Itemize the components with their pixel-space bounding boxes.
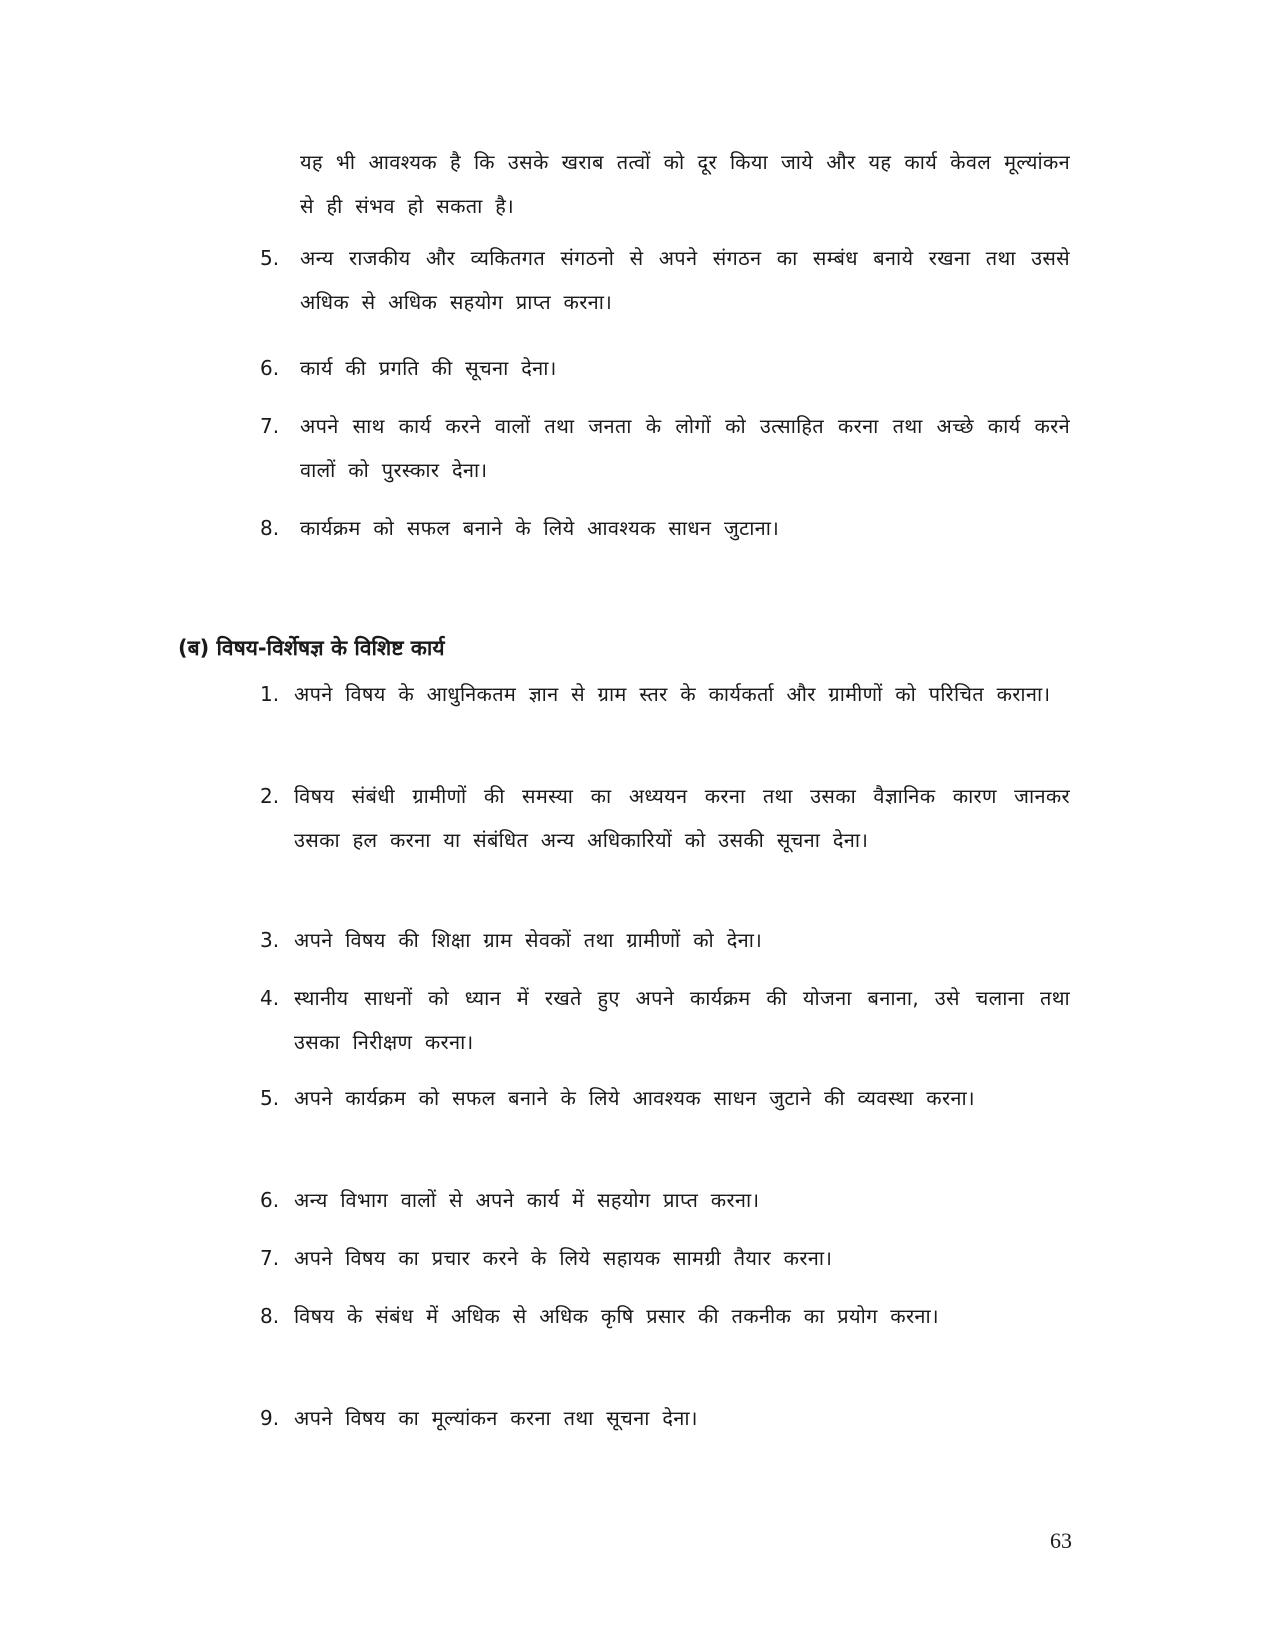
list-item: [260, 236, 1070, 324]
item-text: कार्य की प्रगति की सूचना देना।: [300, 356, 557, 380]
item-number: 8.: [260, 1304, 280, 1328]
list-item: [260, 1236, 1070, 1280]
item-number: 5.: [260, 246, 280, 270]
list-item: [260, 774, 1070, 906]
item-text: अपने विषय की शिक्षा ग्राम सेवकों तथा ग्रामीणों को देना।: [294, 928, 763, 952]
list-item: [260, 672, 1070, 760]
item-number: 9.: [260, 1406, 280, 1430]
list-item: [260, 918, 1070, 962]
list-item: [260, 1294, 1070, 1382]
item-text: विषय संबंधी ग्रामीणों की समस्या का अध्ययन करना तथा उसका वैज्ञानिक कारण जानकर उसका हल करना या संबंधित अन्य अधिकारियों को उसकी सूचना देना।: [294, 784, 1070, 852]
item-text: कार्यक्रम को सफल बनाने के लिये आवश्यक साधन जुटाना।: [300, 516, 780, 540]
item-text: स्थानीय साधनों को ध्यान में रखते हुए अपने कार्यक्रम की योजना बनाना, उसे चलाना तथा उसका निरीक्षण करना।: [294, 986, 1070, 1054]
item-text: अन्य विभाग वालों से अपने कार्य में सहयोग प्राप्त करना।: [294, 1188, 760, 1212]
section-heading: (ब) विषय-विर्शेषज्ञ के विशिष्ट कार्य: [178, 636, 445, 660]
item-number: 6.: [260, 356, 280, 380]
item-number: 1.: [260, 682, 280, 706]
list-item: [260, 404, 1070, 492]
item-number: 6.: [260, 1188, 280, 1212]
list-item: [260, 1396, 1070, 1440]
list-item: [260, 976, 1070, 1064]
item-text: अपने विषय के आधुनिकतम ज्ञान से ग्राम स्तर के कार्यकर्ता और ग्रामीणों को परिचित कराना।: [294, 682, 1051, 706]
item-number: 2.: [260, 784, 280, 808]
item-text: अपने विषय का मूल्यांकन करना तथा सूचना देना।: [294, 1406, 698, 1430]
list-item: [260, 346, 1070, 390]
page-number: 63: [1050, 1528, 1072, 1553]
item-number: 4.: [260, 986, 280, 1010]
item-text: अन्य राजकीय और व्यकितगत संगठनो से अपने संगठन का सम्बंध बनाये रखना तथा उससे अधिक से अधिक सहयोग प्राप्त करना।: [300, 246, 1070, 314]
item-text: अपने विषय का प्रचार करने के लिये सहायक सामग्री तैयार करना।: [294, 1246, 833, 1270]
item-text: विषय के संबंध में अधिक से अधिक कृषि प्रसार की तकनीक का प्रयोग करना।: [294, 1304, 939, 1328]
item-text: अपने साथ कार्य करने वालों तथा जनता के लोगों को उत्साहित करना तथा अच्छे कार्य करने वालों को पुरस्कार देना।: [300, 414, 1070, 482]
list-item: [260, 1076, 1070, 1164]
item-number: 7.: [260, 414, 280, 438]
list-item: [260, 1178, 1070, 1222]
item-number: 3.: [260, 928, 280, 952]
list-item: [260, 506, 1070, 550]
item-number: 8.: [260, 516, 280, 540]
item-number: 7.: [260, 1246, 280, 1270]
item-number: 5.: [260, 1086, 280, 1110]
item-text: अपने कार्यक्रम को सफल बनाने के लिये आवश्यक साधन जुटाने की व्यवस्था करना।: [294, 1086, 975, 1110]
continuation-paragraph: यह भी आवश्यक है कि उसके खराब तत्वों को दूर किया जाये और यह कार्य केवल मूल्यांकन से ही संभव हो सकता है।: [300, 150, 1070, 218]
